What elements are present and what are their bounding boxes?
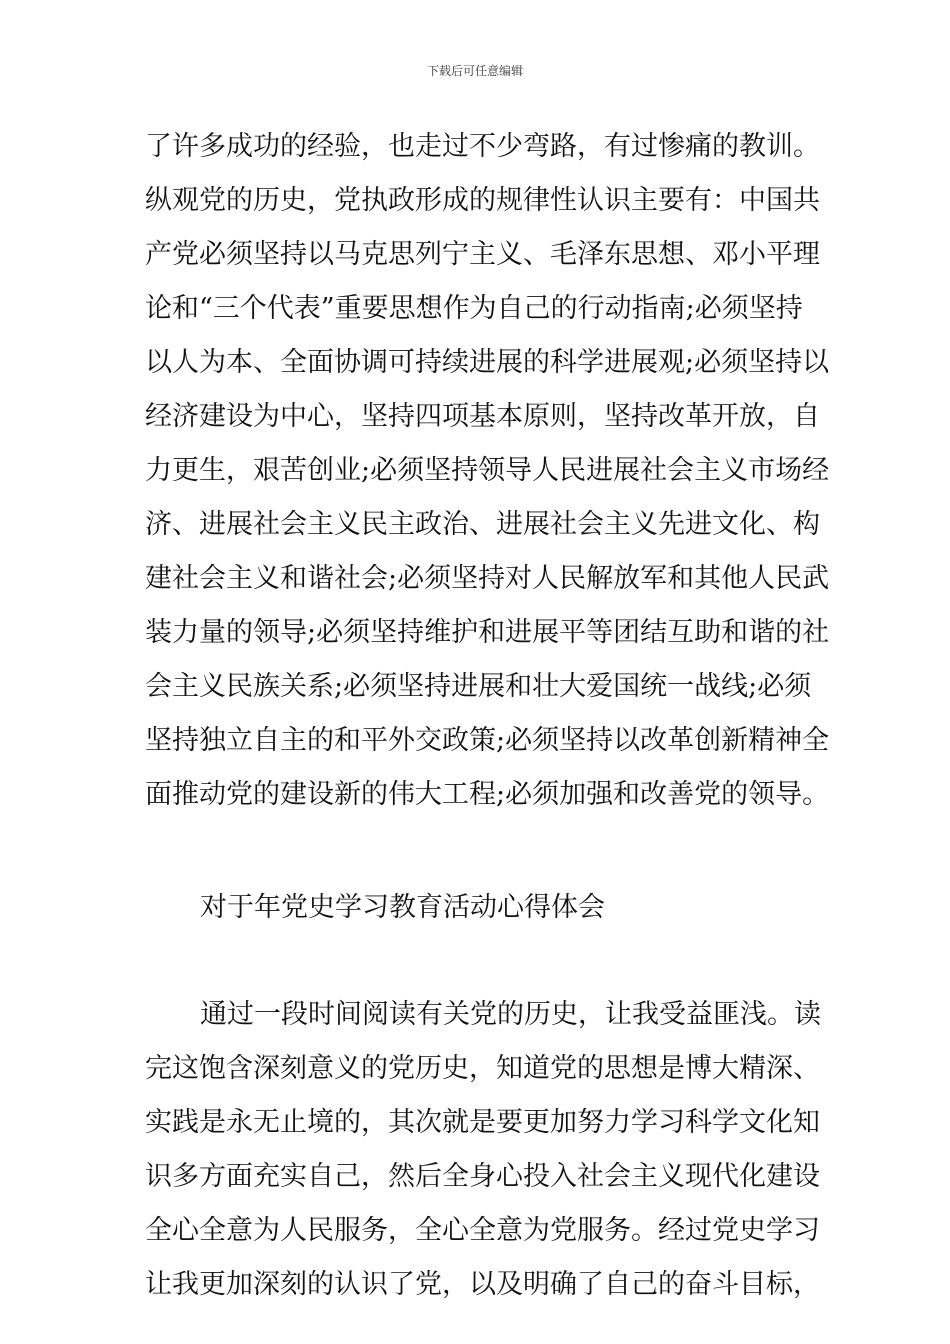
paragraph-line: 了许多成功的经验，也走过不少弯路，有过惨痛的教训。 (145, 131, 820, 162)
paragraph-line: 面推动党的建设新的伟大工程;必须加强和改善党的领导。 (145, 779, 830, 810)
paragraph-line: 完这饱含深刻意义的党历史，知道党的思想是博大精深、 (145, 1053, 820, 1084)
paragraph-line: 论和“三个代表”重要思想作为自己的行动指南;必须坚持 (145, 293, 803, 324)
paragraph-line: 识多方面充实自己，然后全身心投入社会主义现代化建设 (145, 1161, 820, 1192)
section-title: 对于年党史学习教育活动心得体会 (200, 892, 605, 923)
paragraph-line: 全心全意为人民服务，全心全意为党服务。经过党史学习 (145, 1215, 820, 1246)
paragraph-line: 建社会主义和谐社会;必须坚持对人民解放军和其他人民武 (145, 563, 830, 594)
paragraph-1 (145, 120, 830, 822)
header-note: 下载后可任意编辑 (426, 64, 523, 78)
paragraph-line: 通过一段时间阅读有关党的历史，让我受益匪浅。读 (200, 999, 821, 1030)
paragraph-line: 纵观党的历史，党执政形成的规律性认识主要有：中国共 (145, 185, 820, 216)
document-body (145, 120, 830, 1312)
paragraph-line: 实践是永无止境的，其次就是要更加努力学习科学文化知 (145, 1107, 820, 1138)
paragraph-line: 会主义民族关系;必须坚持进展和壮大爱国统一战线;必须 (145, 671, 812, 702)
paragraph-line: 坚持独立自主的和平外交政策;必须坚持以改革创新精神全 (145, 725, 830, 756)
spacer (145, 935, 815, 988)
paragraph-line: 产党必须坚持以马克思列宁主义、毛泽东思想、邓小平理 (145, 239, 820, 270)
paragraph-2 (145, 988, 821, 1312)
paragraph-line: 经济建设为中心，坚持四项基本原则，坚持改革开放，自 (145, 401, 820, 432)
paragraph-line: 力更生，艰苦创业;必须坚持领导人民进展社会主义市场经 (145, 455, 830, 486)
paragraph-line: 让我更加深刻的认识了党，以及明确了自己的奋斗目标， (145, 1269, 820, 1300)
paragraph-line: 装力量的领导;必须坚持维护和进展平等团结互助和谐的社 (145, 617, 830, 648)
paragraph-line: 济、进展社会主义民主政治、进展社会主义先进文化、构 (145, 509, 820, 540)
spacer (145, 822, 815, 881)
paragraph-line: 以人为本、全面协调可持续进展的科学进展观;必须坚持以 (145, 347, 830, 378)
